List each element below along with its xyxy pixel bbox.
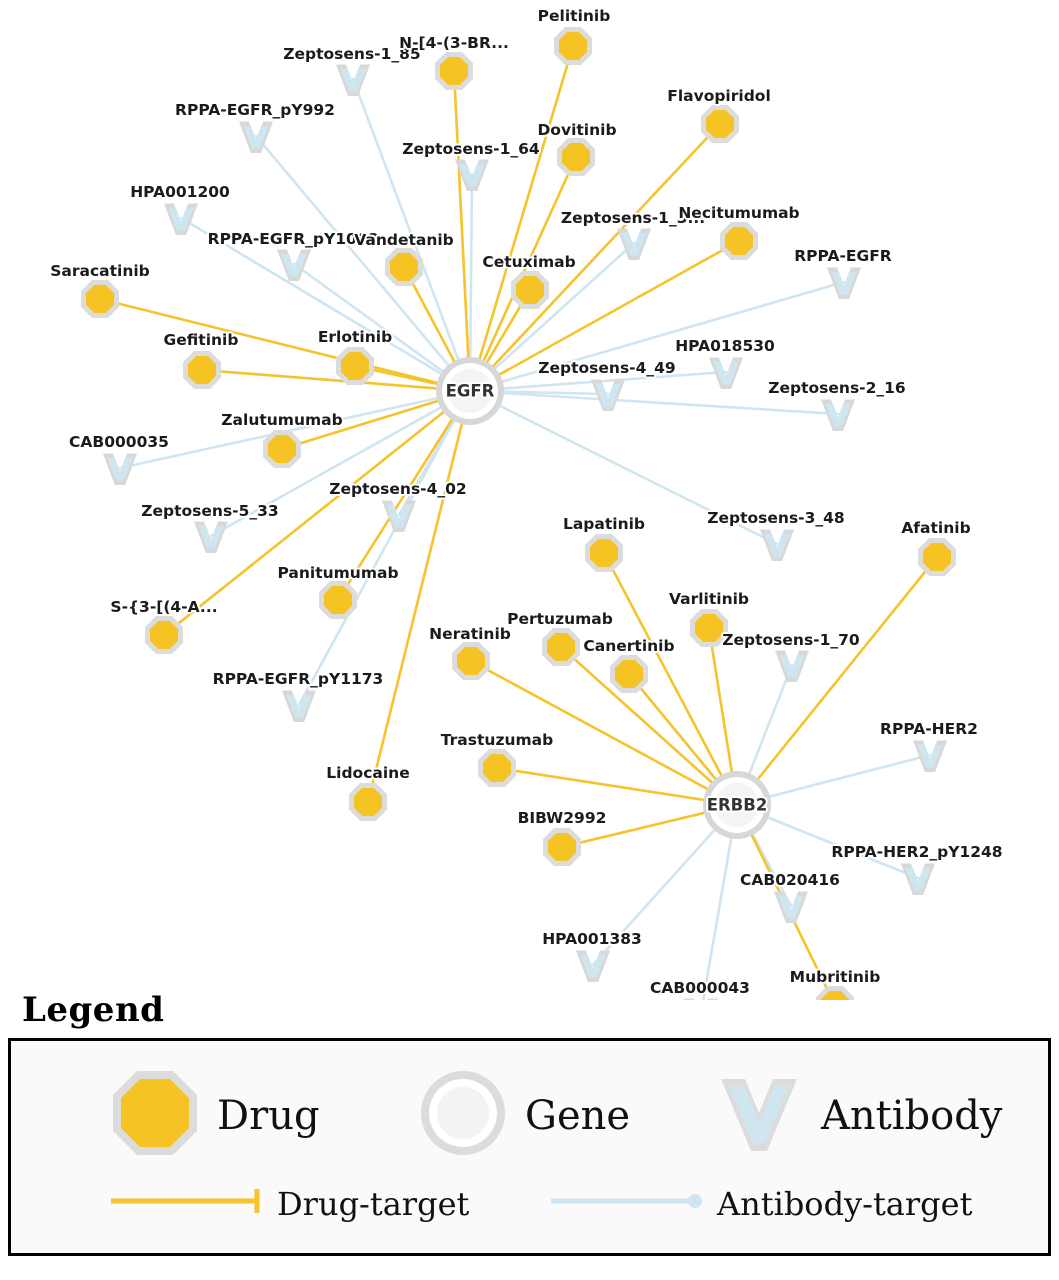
node-label: RPPA-HER2 (880, 720, 978, 738)
drug-node[interactable] (585, 534, 623, 572)
legend-item-antibody-target (547, 1181, 972, 1226)
legend-box (8, 1038, 1051, 1256)
legend-item-drug-target (107, 1181, 469, 1226)
drug-shape (547, 633, 575, 661)
chevron-antibody-icon (711, 1065, 807, 1166)
legend-label-drug: Drug (217, 1092, 320, 1139)
node-label: Zeptosens-4_02 (329, 480, 467, 498)
node-label: Gefitinib (163, 331, 239, 349)
drug-node[interactable] (145, 616, 183, 654)
node-label: ERBB2 (706, 795, 768, 815)
drug-shape (559, 32, 587, 60)
drug-node[interactable] (918, 538, 956, 576)
node-label: RPPA-EGFR_pY1068 (207, 230, 379, 248)
node-label: Pelitinib (537, 7, 611, 25)
legend-edge-row (11, 1181, 1048, 1251)
legend (0, 990, 1059, 1256)
node-label: Necitumumab (678, 204, 800, 222)
drug-node[interactable] (557, 138, 595, 176)
node-label: RPPA-HER2_pY1248 (831, 843, 1003, 861)
drug-shape (440, 57, 468, 85)
node-label: Vandetanib (354, 231, 454, 249)
octagon-drug-icon (107, 1065, 203, 1166)
node-label: Zeptosens-1_3... (560, 209, 706, 227)
drug-shape (457, 647, 485, 675)
node-label: Dovitinib (537, 121, 617, 139)
node-label: CAB000043 (650, 979, 750, 997)
drug-node[interactable] (183, 351, 221, 389)
node-label: Zeptosens-1_64 (402, 140, 540, 158)
node-label: HPA001383 (542, 930, 642, 948)
drug-node[interactable] (336, 347, 374, 385)
drug-target-edge-icon (107, 1181, 267, 1226)
legend-item-antibody (711, 1065, 1002, 1166)
drug-shape (615, 660, 643, 688)
drug-node[interactable] (701, 105, 739, 143)
node-label: CAB000035 (69, 433, 169, 451)
node-label: Zeptosens-1_70 (722, 631, 860, 649)
drug-node[interactable] (720, 222, 758, 260)
drug-shape (150, 621, 178, 649)
node-label: Erlotinib (317, 328, 393, 346)
drug-node[interactable] (349, 783, 387, 821)
drug-node[interactable] (610, 655, 648, 693)
drug-shape (923, 543, 951, 571)
drug-target-edge (737, 557, 937, 805)
node-label: N-[4-(3-BR... (399, 34, 509, 52)
drug-shape (390, 253, 418, 281)
node-label: Pertuzumab (507, 610, 613, 628)
node-label: Varlitinib (668, 590, 750, 608)
node-label: Zeptosens-1_85 (283, 45, 421, 63)
legend-item-gene (415, 1065, 630, 1166)
node-label: Trastuzumab (440, 731, 554, 749)
node-label: RPPA-EGFR_pY1173 (212, 670, 384, 688)
drug-shape (86, 285, 114, 313)
drug-shape (188, 356, 216, 384)
node-label: Lidocaine (326, 764, 410, 782)
drug-shape (268, 435, 296, 463)
legend-item-drug (107, 1065, 320, 1166)
drug-shape (548, 833, 576, 861)
drug-shape (562, 143, 590, 171)
drug-target-edge (470, 46, 576, 391)
circle-gene-icon (415, 1065, 511, 1166)
drug-node[interactable] (511, 271, 549, 309)
node-label: CAB020416 (740, 871, 840, 889)
drug-shape (324, 586, 352, 614)
node-label: S-{3-[(4-A... (110, 598, 218, 616)
node-label: Neratinib (429, 625, 511, 643)
node-label: Zeptosens-2_16 (768, 379, 906, 397)
node-label: Zalutumumab (221, 411, 343, 429)
node-label: Flavopiridol (667, 87, 771, 105)
drug-shape (516, 276, 544, 304)
node-label: EGFR (445, 381, 495, 401)
drug-shape (725, 227, 753, 255)
antibody-target-edge-icon (547, 1181, 707, 1226)
drug-node[interactable] (385, 248, 423, 286)
drug-node[interactable] (478, 749, 516, 787)
node-label: Panitumumab (277, 564, 399, 582)
drug-node[interactable] (319, 581, 357, 619)
node-label: BIBW2992 (517, 809, 607, 827)
drug-node[interactable] (554, 27, 592, 65)
node-label: Mubritinib (789, 968, 881, 986)
legend-label-drug-target: Drug-target (277, 1184, 470, 1223)
node-label: Afatinib (901, 519, 971, 537)
node-label: HPA001200 (130, 183, 230, 201)
node-label: Zeptosens-5_33 (141, 502, 279, 520)
node-label: RPPA-EGFR (794, 247, 892, 265)
node-label: Canertinib (583, 637, 675, 655)
legend-label-antibody: Antibody (821, 1092, 1003, 1139)
legend-node-row (11, 1059, 1048, 1169)
drug-target-edge (454, 71, 470, 391)
node-label: Lapatinib (562, 515, 646, 533)
node-label: Zeptosens-3_48 (707, 509, 845, 527)
drug-shape (354, 788, 382, 816)
node-label: HPA018530 (675, 337, 775, 355)
drug-node[interactable] (452, 642, 490, 680)
legend-title: Legend (22, 990, 165, 1030)
drug-shape (483, 754, 511, 782)
drug-shape (706, 110, 734, 138)
node-label: RPPA-EGFR_pY992 (175, 101, 335, 119)
legend-label-gene: Gene (525, 1092, 631, 1139)
drug-node[interactable] (263, 430, 301, 468)
drug-node[interactable] (542, 628, 580, 666)
legend-label-antibody-target: Antibody-target (717, 1184, 973, 1223)
drug-node[interactable] (435, 52, 473, 90)
drug-shape (695, 614, 723, 642)
node-label: Saracatinib (50, 262, 150, 280)
node-label: Cetuximab (482, 253, 576, 271)
node-label: Zeptosens-4_49 (538, 359, 676, 377)
drug-node[interactable] (81, 280, 119, 318)
drug-shape (341, 352, 369, 380)
drug-node[interactable] (543, 828, 581, 866)
drug-shape (590, 539, 618, 567)
